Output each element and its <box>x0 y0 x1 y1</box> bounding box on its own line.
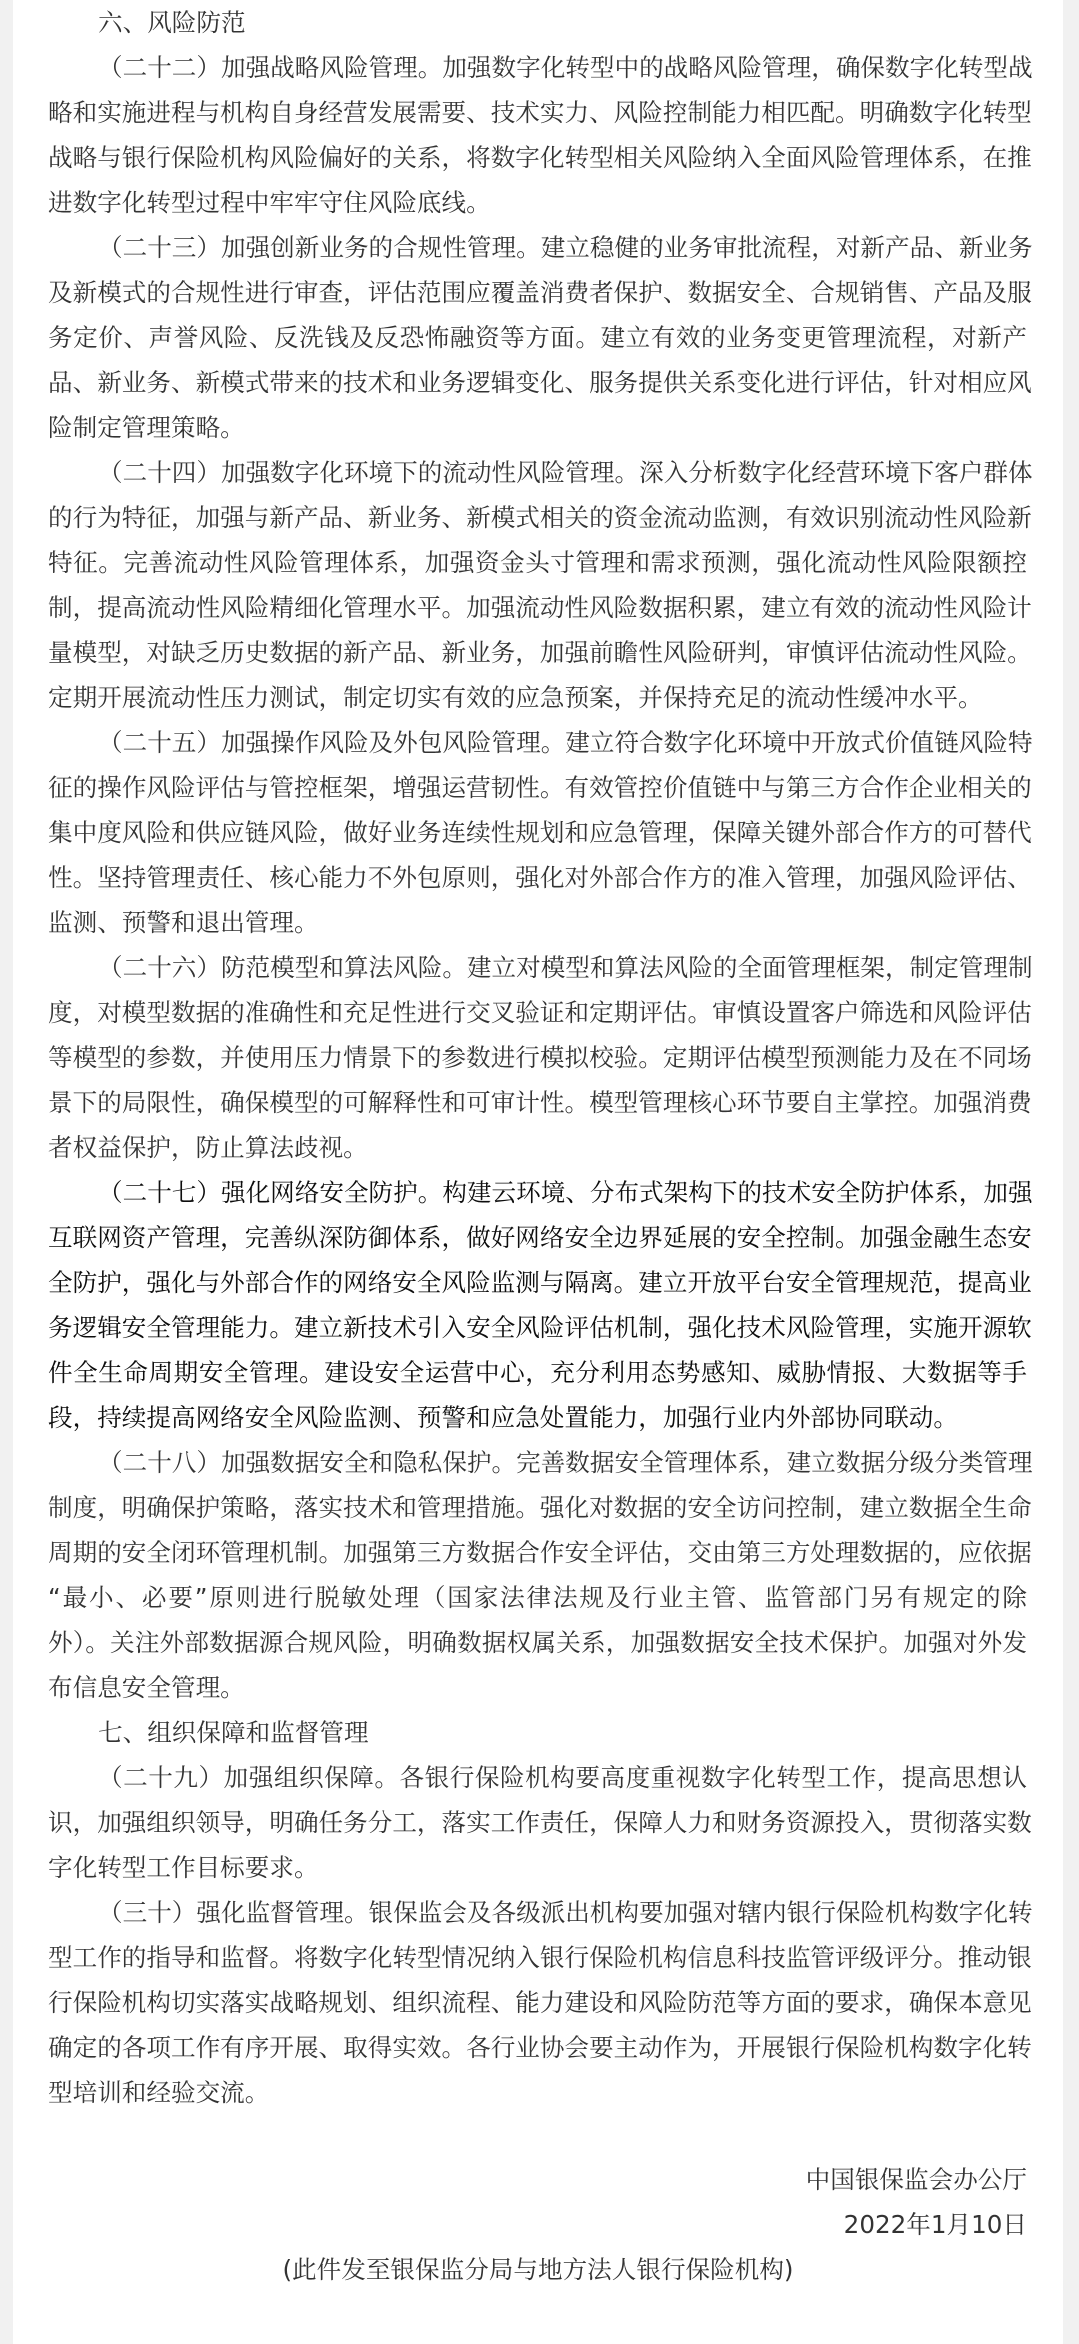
document-body <box>48 0 1033 2115</box>
paragraph-line: 周期的安全闭环管理机制。加强第三方数据合作安全评估，交由第三方处理数据的，应依据 <box>48 1538 1032 1567</box>
paragraph-line: 监测、预警和退出管理。 <box>48 908 319 937</box>
paragraph-line: 进数字化转型过程中牢牢守住风险底线。 <box>48 188 491 217</box>
clause-30-paragraph <box>48 1890 1033 2115</box>
paragraph-line: 确定的各项工作有序开展、取得实效。各行业协会要主动作为，开展银行保险机构数字化转 <box>48 2033 1032 2062</box>
paragraph-line: 段，持续提高网络安全风险监测、预警和应急处置能力，加强行业内外部协同联动。 <box>48 1403 958 1432</box>
paragraph-line: 集中度风险和供应链风险，做好业务连续性规划和应急管理，保障关键外部合作方的可替代 <box>48 818 1032 847</box>
paragraph-line: 制，提高流动性风险精细化管理水平。加强流动性风险数据积累，建立有效的流动性风险计 <box>48 593 1032 622</box>
paragraph-line: （二十九）加强组织保障。各银行保险机构要高度重视数字化转型工作，提高思想认 <box>98 1763 1027 1792</box>
paragraph-line: （二十二）加强战略风险管理。加强数字化转型中的战略风险管理，确保数字化转型战 <box>98 53 1033 82</box>
paragraph-line: 险制定管理策略。 <box>48 413 245 442</box>
distribution-note: (此件发至银保监分局与地方法人银行保险机构) <box>282 2255 794 2284</box>
paragraph-line: 行保险机构切实落实战略规划、组织流程、能力建设和风险防范等方面的要求，确保本意见 <box>48 1988 1032 2017</box>
clause-22-paragraph <box>48 45 1033 225</box>
paragraph-line: 型工作的指导和监督。将数字化转型情况纳入银行保险机构信息科技监管评级评分。推动银 <box>48 1943 1032 1972</box>
paragraph-line: 度，对模型数据的准确性和充足性进行交叉验证和定期评估。审慎设置客户筛选和风险评估 <box>48 998 1032 1027</box>
paragraph-line: 及新模式的合规性进行审查，评估范围应覆盖消费者保护、数据安全、合规销售、产品及服 <box>48 278 1032 307</box>
issuer-signature: 中国银保监会办公厅 <box>805 2165 1027 2194</box>
paragraph-line: 品、新业务、新模式带来的技术和业务逻辑变化、服务提供关系变化进行评估，针对相应风 <box>48 368 1032 397</box>
clause-24-paragraph <box>48 450 1033 720</box>
heading-text: 六、风险防范 <box>98 8 246 37</box>
paragraph-line: 战略与银行保险机构风险偏好的关系，将数字化转型相关风险纳入全面风险管理体系，在推 <box>48 143 1032 172</box>
paragraph-line: （二十八）加强数据安全和隐私保护。完善数据安全管理体系，建立数据分级分类管理 <box>98 1448 1033 1477</box>
paragraph-line: 量模型，对缺乏历史数据的新产品、新业务，加强前瞻性风险研判，审慎评估流动性风险。 <box>48 638 1032 667</box>
paragraph-line: 识，加强组织领导，明确任务分工，落实工作责任，保障人力和财务资源投入，贯彻落实数 <box>48 1808 1032 1837</box>
paragraph-line: 型培训和经验交流。 <box>48 2078 270 2107</box>
clause-25-paragraph <box>48 720 1033 945</box>
clause-29-paragraph <box>48 1755 1033 1890</box>
paragraph-line: （二十七）强化网络安全防护。构建云环境、分布式架构下的技术安全防护体系，加强 <box>98 1178 1033 1207</box>
paragraph-line: 字化转型工作目标要求。 <box>48 1853 319 1882</box>
paragraph-line: 务定价、声誉风险、反洗钱及反恐怖融资等方面。建立有效的业务变更管理流程，对新产 <box>48 323 1027 352</box>
paragraph-line: 全防护，强化与外部合作的网络安全风险监测与隔离。建立开放平台安全管理规范，提高业 <box>48 1268 1032 1297</box>
paragraph-line: 定期开展流动性压力测试，制定切实有效的应急预案，并保持充足的流动性缓冲水平。 <box>48 683 983 712</box>
paragraph-line: 者权益保护，防止算法歧视。 <box>48 1133 368 1162</box>
paragraph-line: 布信息安全管理。 <box>48 1673 245 1702</box>
paragraph-line: 外）。关注外部数据源合规风险，明确数据权属关系，加强数据安全技术保护。加强对外发 <box>48 1628 1027 1657</box>
paragraph-line: 略和实施进程与机构自身经营发展需要、技术实力、风险控制能力相匹配。明确数字化转型 <box>48 98 1032 127</box>
paragraph-line: （二十六）防范模型和算法风险。建立对模型和算法风险的全面管理框架，制定管理制 <box>98 953 1033 982</box>
paragraph-line: 的行为特征，加强与新产品、新业务、新模式相关的资金流动监测，有效识别流动性风险新 <box>48 503 1032 532</box>
paragraph-line: （二十三）加强创新业务的合规性管理。建立稳健的业务审批流程，对新产品、新业务 <box>98 233 1033 262</box>
paragraph-line: （三十）强化监督管理。银保监会及各级派出机构要加强对辖内银行保险机构数字化转 <box>98 1898 1033 1927</box>
issue-date: 2022年1月10日 <box>843 2210 1027 2239</box>
paragraph-line: （二十四）加强数字化环境下的流动性风险管理。深入分析数字化经营环境下客户群体 <box>98 458 1033 487</box>
section-7-heading <box>48 1710 1033 1755</box>
paragraph-line: （二十五）加强操作风险及外包风险管理。建立符合数字化环境中开放式价值链风险特 <box>98 728 1033 757</box>
paragraph-line: 性。坚持管理责任、核心能力不外包原则，强化对外部合作方的准入管理，加强风险评估、 <box>48 863 1032 892</box>
heading-text: 七、组织保障和监督管理 <box>98 1718 369 1747</box>
paragraph-line: “最小、必要”原则进行脱敏处理（国家法律法规及行业主管、监管部门另有规定的除 <box>48 1583 1027 1612</box>
paragraph-line: 件全生命周期安全管理。建设安全运营中心，充分利用态势感知、威胁情报、大数据等手 <box>48 1358 1027 1387</box>
paragraph-line: 景下的局限性，确保模型的可解释性和可审计性。模型管理核心环节要自主掌控。加强消费 <box>48 1088 1032 1117</box>
clause-26-paragraph <box>48 945 1033 1170</box>
paragraph-line: 互联网资产管理，完善纵深防御体系，做好网络安全边界延展的安全控制。加强金融生态安 <box>48 1223 1032 1252</box>
paragraph-line: 制度，明确保护策略，落实技术和管理措施。强化对数据的安全访问控制，建立数据全生命 <box>48 1493 1032 1522</box>
paragraph-line: 征的操作风险评估与管控框架，增强运营韧性。有效管控价值链中与第三方合作企业相关的 <box>48 773 1032 802</box>
section-6-heading <box>48 0 1033 45</box>
clause-28-paragraph <box>48 1440 1033 1710</box>
paragraph-line: 等模型的参数，并使用压力情景下的参数进行模拟校验。定期评估模型预测能力及在不同场 <box>48 1043 1032 1072</box>
paragraph-line: 特征。完善流动性风险管理体系，加强资金头寸管理和需求预测，强化流动性风险限额控 <box>48 548 1027 577</box>
clause-27-paragraph <box>48 1170 1033 1440</box>
clause-23-paragraph <box>48 225 1033 450</box>
paragraph-line: 务逻辑安全管理能力。建立新技术引入安全风险评估机制，强化技术风险管理，实施开源软 <box>48 1313 1032 1342</box>
